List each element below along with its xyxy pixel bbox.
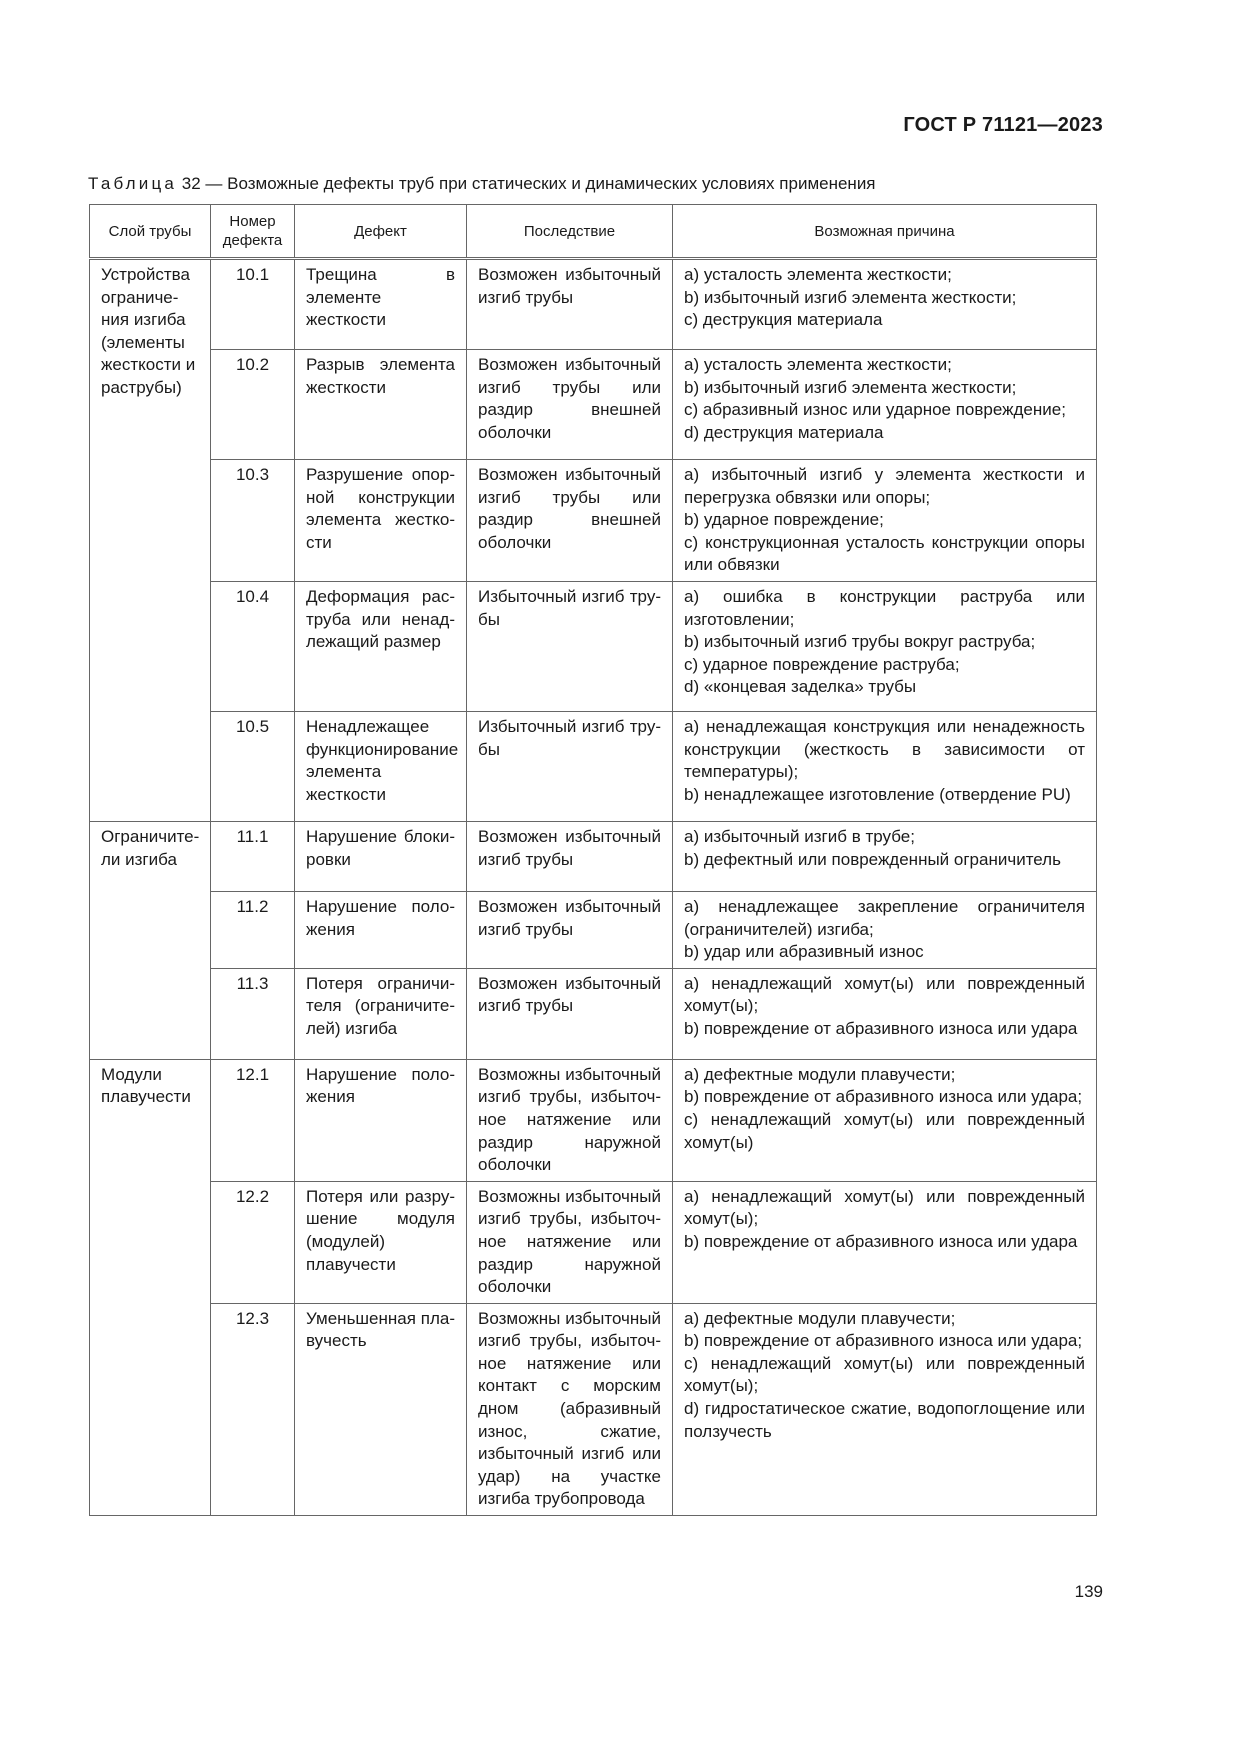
- cause-item: b) повреждение от абразивного износа или удара;: [684, 1087, 1083, 1107]
- cause-item: b) повреждение от абразивного износа или удара;: [684, 1331, 1083, 1351]
- cause-item: b) дефектный или поврежденный ограничитель: [684, 849, 1061, 869]
- cause-item: с) абразивный износ или ударное повреждение;: [684, 400, 1066, 420]
- cell-consequence: Возможны избыточный изгиб трубы, избыточное натяжение или контакт с морским дном (абразивный износ, сжатие, избыточный изгиб или удар) на участке изгиба трубопровода: [467, 1303, 673, 1515]
- cell-defect: Нарушение блокировки: [295, 821, 467, 891]
- header-cause: Возможная причина: [673, 205, 1097, 259]
- cause-item: а) ненадлежащий хомут(ы) или поврежденный хомут(ы);: [684, 1186, 1085, 1229]
- cell-cause: [673, 1303, 1097, 1515]
- header-layer: Слой трубы: [90, 205, 211, 259]
- table-row: [90, 350, 1097, 460]
- document-standard-number: ГОСТ Р 71121—2023: [903, 114, 1103, 136]
- cell-cause: [673, 891, 1097, 968]
- cell-cause: [673, 1181, 1097, 1303]
- cell-defect: Потеря или разрушение модуля (модулей) плавучести: [295, 1181, 467, 1303]
- cause-item: b) повреждение от абразивного износа или удара: [684, 1231, 1078, 1251]
- cell-defect-number: 11.2: [211, 891, 295, 968]
- cell-defect-number: 12.3: [211, 1303, 295, 1515]
- cell-consequence: Возможен избыточный изгиб трубы: [467, 891, 673, 968]
- cell-consequence: Возможен избыточный изгиб трубы или раздир внешней оболочки: [467, 350, 673, 460]
- table-row: [90, 968, 1097, 1059]
- table-body: [90, 259, 1097, 1516]
- cell-consequence: Возможен избыточный изгиб трубы: [467, 259, 673, 350]
- page-number: 139: [1074, 1582, 1103, 1601]
- cell-cause: [673, 259, 1097, 350]
- cause-item: b) ненадлежащее изготовление (отвердение PU): [684, 784, 1071, 804]
- cell-consequence: Возможны избыточный изгиб трубы, избыточное натяжение или раздир наружной оболочки: [467, 1181, 673, 1303]
- defects-table: [89, 204, 1097, 1516]
- cell-defect: Нарушение положения: [295, 891, 467, 968]
- cause-item: а) ненадлежащий хомут(ы) или поврежденный хомут(ы);: [684, 973, 1085, 1016]
- table-row: [90, 259, 1097, 350]
- cause-item: а) избыточный изгиб в трубе;: [684, 826, 915, 846]
- cell-defect-number: 11.3: [211, 968, 295, 1059]
- table-row: [90, 460, 1097, 582]
- table-row: [90, 1059, 1097, 1181]
- cell-defect: Нарушение положения: [295, 1059, 467, 1181]
- cell-defect: Уменьшенная плавучесть: [295, 1303, 467, 1515]
- cell-consequence: Избыточный изгиб трубы: [467, 581, 673, 711]
- cause-item: с) конструкционная усталость конструкции опоры или обвязки: [684, 532, 1085, 575]
- cause-item: b) удар или абразивный износ: [684, 942, 924, 962]
- cause-item: с) деструкция материала: [684, 310, 883, 330]
- cause-item: d) гидростатическое сжатие, водопоглощение или ползучесть: [684, 1399, 1085, 1441]
- cell-defect-number: 10.4: [211, 581, 295, 711]
- table-row: [90, 1303, 1097, 1515]
- cause-item: b) избыточный изгиб элемента жесткости;: [684, 287, 1017, 307]
- table-caption-label: Таблица: [88, 174, 178, 193]
- cell-layer: Устройства ограничения изгиба (элементы жесткости и раструбы): [90, 259, 211, 822]
- cause-item: b) ударное повреждение;: [684, 510, 884, 530]
- table-row: [90, 1181, 1097, 1303]
- table-header-row: [90, 205, 1097, 259]
- cause-item: d) «концевая заделка» трубы: [684, 677, 917, 697]
- table-caption-text: 32 — Возможные дефекты труб при статических и динамических условиях применения: [177, 174, 876, 193]
- header-defect-number: [211, 205, 295, 259]
- cell-cause: [673, 460, 1097, 582]
- header-consequence: Последствие: [467, 205, 673, 259]
- cell-defect-number: 12.2: [211, 1181, 295, 1303]
- cell-defect-number: 11.1: [211, 821, 295, 891]
- cell-layer: Ограничители изгиба: [90, 821, 211, 1059]
- cause-item: d) деструкция материала: [684, 422, 884, 442]
- cause-item: а) ненадлежащее закрепление ограничителя (ограничителей) изгиба;: [684, 896, 1085, 939]
- table-row: [90, 821, 1097, 891]
- cell-cause: [673, 581, 1097, 711]
- cell-defect-number: 10.2: [211, 350, 295, 460]
- cause-item: а) усталость элемента жесткости;: [684, 355, 952, 374]
- cell-consequence: Возможны избыточный изгиб трубы, избыточное натяжение или раздир наружной оболочки: [467, 1059, 673, 1181]
- cell-cause: [673, 1059, 1097, 1181]
- cell-layer: Модули плавучести: [90, 1059, 211, 1515]
- cause-item: b) избыточный изгиб элемента жесткости;: [684, 377, 1017, 397]
- cell-defect-number: 10.1: [211, 259, 295, 350]
- cell-defect: Ненадлежащее функционирование элемента жесткости: [295, 711, 467, 821]
- cell-consequence: Избыточный изгиб трубы: [467, 711, 673, 821]
- cell-defect: Трещина в элементе жесткости: [295, 259, 467, 350]
- header-defect: Дефект: [295, 205, 467, 259]
- cause-item: с) ударное повреждение раструба;: [684, 654, 960, 674]
- cell-defect: Деформация раструба или ненадлежащий размер: [295, 581, 467, 711]
- cell-defect-number: 12.1: [211, 1059, 295, 1181]
- header-defect-number-text: Номер дефекта: [222, 213, 283, 249]
- cause-item: а) дефектные модули плавучести;: [684, 1064, 956, 1084]
- cause-item: а) ошибка в конструкции раструба или изготовлении;: [684, 586, 1085, 629]
- table-row: [90, 891, 1097, 968]
- cause-item: а) избыточный изгиб у элемента жесткости и перегрузка обвязки или опоры;: [684, 465, 1085, 507]
- table-caption: [88, 174, 876, 194]
- cause-item: b) избыточный изгиб трубы вокруг раструба;: [684, 632, 1036, 652]
- cell-defect: Потеря ограничителя (ограничителей) изгиба: [295, 968, 467, 1059]
- cause-item: а) дефектные модули плавучести;: [684, 1308, 956, 1328]
- cell-cause: [673, 821, 1097, 891]
- cell-consequence: Возможен избыточный изгиб трубы: [467, 968, 673, 1059]
- cause-item: а) ненадлежащая конструкция или ненадежность конструкции (жесткость в зависимости от температуры);: [684, 716, 1085, 782]
- cell-defect: Разрыв элемента жесткости: [295, 350, 467, 460]
- cause-item: с) ненадлежащий хомут(ы) или поврежденный хомут(ы): [684, 1109, 1085, 1152]
- cause-item: b) повреждение от абразивного износа или удара: [684, 1018, 1078, 1038]
- cell-cause: [673, 350, 1097, 460]
- table-row: [90, 711, 1097, 821]
- cell-consequence: Возможен избыточный изгиб трубы или раздир внешней оболочки: [467, 460, 673, 582]
- table-row: [90, 581, 1097, 711]
- cause-item: а) усталость элемента жесткости;: [684, 265, 952, 284]
- cell-defect: Разрушение опорной конструкции элемента жесткости: [295, 460, 467, 582]
- cause-item: с) ненадлежащий хомут(ы) или поврежденный хомут(ы);: [684, 1353, 1085, 1396]
- cell-cause: [673, 711, 1097, 821]
- cell-cause: [673, 968, 1097, 1059]
- cell-defect-number: 10.3: [211, 460, 295, 582]
- cell-consequence: Возможен избыточный изгиб трубы: [467, 821, 673, 891]
- cell-defect-number: 10.5: [211, 711, 295, 821]
